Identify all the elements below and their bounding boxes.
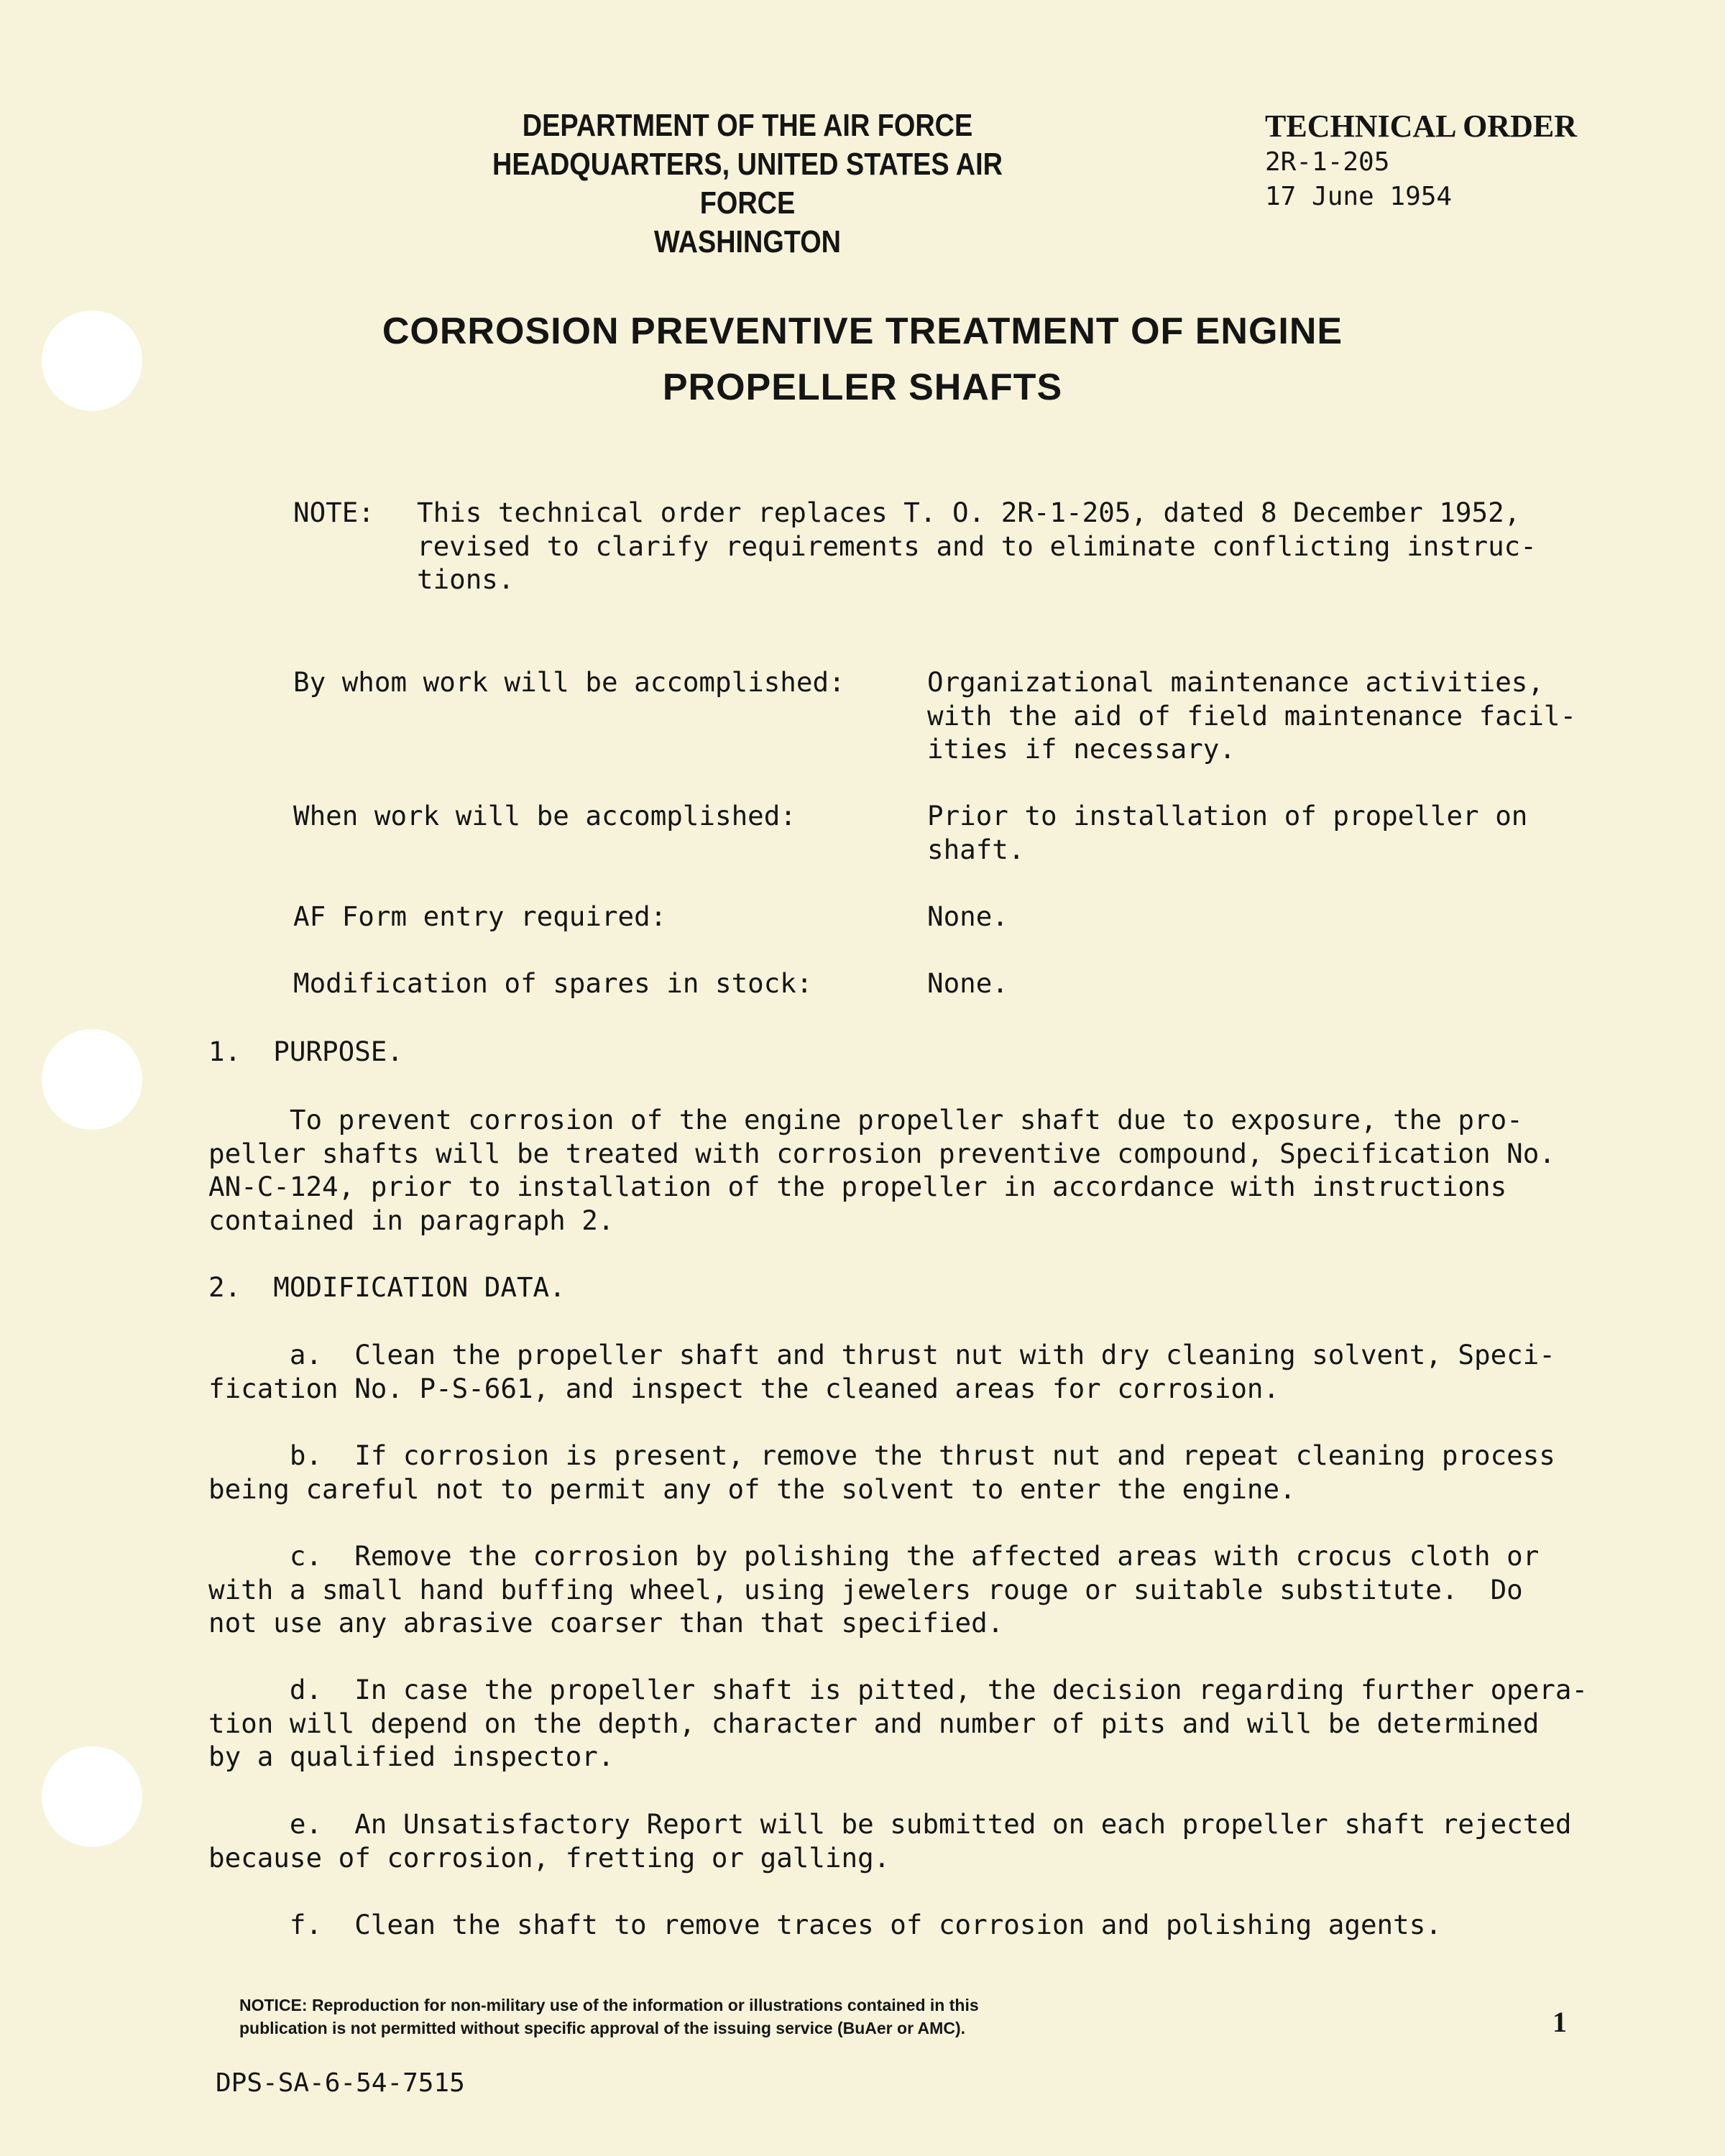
by-whom-line: Organizational maintenance activities,: [927, 666, 1544, 698]
item-a: [208, 1338, 1555, 1405]
notice-line: publication is not permitted without specific approval of the issuing service (BuAer or AMC).: [239, 2019, 965, 2037]
by-whom-value: [927, 665, 1576, 766]
paragraph-line: being careful not to permit any of the solvent to enter the engine.: [208, 1473, 1296, 1505]
purpose-heading: 1. PURPOSE.: [208, 1036, 403, 1067]
paragraph-line: b. If corrosion is present, remove the thrust nut and repeat cleaning process: [208, 1439, 1555, 1471]
when-line: Prior to installation of propeller on: [927, 800, 1528, 831]
title-line: PROPELLER SHAFTS: [662, 367, 1063, 408]
purpose-paragraph: [208, 1103, 1555, 1237]
spares-value: None.: [927, 967, 1008, 999]
item-c: [208, 1539, 1539, 1640]
paragraph-line: AN-C-124, prior to installation of the propeller in accordance with instructions: [208, 1171, 1507, 1202]
technical-order-block: [1265, 108, 1668, 214]
page-number: 1: [1552, 2006, 1567, 2038]
paragraph-line: peller shafts will be treated with corrosion preventive compound, Specification No.: [208, 1137, 1555, 1169]
af-form-value: None.: [927, 900, 1008, 932]
reproduction-notice: [239, 1994, 1317, 2040]
punch-hole: [42, 1746, 142, 1847]
technical-order-number: 2R-1-205: [1265, 147, 1390, 177]
item-e: [208, 1807, 1571, 1874]
paragraph-line: c. Remove the corrosion by polishing the affected areas with crocus cloth or: [208, 1540, 1540, 1572]
issuing-organization: [451, 106, 1044, 262]
paragraph-line: tion will depend on the depth, character and number of pits and will be determined: [208, 1707, 1540, 1739]
document-title: [216, 303, 1509, 415]
paragraph-line: not use any abrasive coarser than that specified.: [208, 1607, 1004, 1639]
paragraph-line: with a small hand buffing wheel, using jewelers rouge or suitable substitute. Do: [208, 1573, 1523, 1606]
paragraph-line: e. An Unsatisfactory Report will be submitted on each propeller shaft rejected: [208, 1808, 1572, 1840]
by-whom-line: with the aid of field maintenance facil-: [927, 699, 1577, 732]
paragraph-line: because of corrosion, fretting or galling.: [208, 1841, 891, 1874]
note-label: NOTE:: [293, 497, 374, 528]
by-whom-line: ities if necessary.: [927, 733, 1236, 765]
note-line: revised to clarify requirements and to eliminate conflicting instruc-: [417, 530, 1537, 562]
punch-hole: [42, 1029, 142, 1130]
org-line: HEADQUARTERS, UNITED STATES AIR FORCE: [492, 147, 1003, 221]
paragraph-line: To prevent corrosion of the engine propeller shaft due to exposure, the pro-: [208, 1104, 1523, 1135]
note-line: This technical order replaces T. O. 2R-1-205, dated 8 December 1952,: [417, 497, 1521, 528]
punch-hole: [42, 310, 142, 411]
note-line: tions.: [417, 563, 515, 595]
paragraph-line: fication No. P-S-661, and inspect the cleaned areas for corrosion.: [208, 1372, 1280, 1404]
document-code: DPS-SA-6-54-7515: [216, 2068, 465, 2098]
af-form-label: AF Form entry required:: [293, 900, 667, 932]
title-line: CORROSION PREVENTIVE TREATMENT OF ENGINE: [382, 310, 1343, 352]
org-line: DEPARTMENT OF THE AIR FORCE: [522, 108, 973, 143]
technical-order-date: 17 June 1954: [1265, 182, 1453, 211]
when-label: When work will be accomplished:: [293, 800, 796, 831]
paragraph-line: f. Clean the shaft to remove traces of corrosion and polishing agents.: [208, 1909, 1442, 1940]
spares-label: Modification of spares in stock:: [293, 967, 813, 999]
technical-order-label: TECHNICAL ORDER: [1265, 109, 1577, 144]
item-b: [208, 1439, 1555, 1506]
paragraph-line: a. Clean the propeller shaft and thrust nut with dry cleaning solvent, Speci-: [208, 1339, 1555, 1370]
paragraph-line: by a qualified inspector.: [208, 1741, 615, 1772]
when-line: shaft.: [927, 833, 1025, 865]
note-text: [417, 496, 1537, 596]
paragraph-line: contained in paragraph 2.: [208, 1204, 615, 1236]
org-line: WASHINGTON: [654, 224, 841, 259]
item-f: [208, 1908, 1442, 1942]
item-d: [208, 1673, 1588, 1774]
notice-line: NOTICE: Reproduction for non-military use of the information or illustrations contained in this: [239, 1996, 979, 2014]
modification-heading: 2. MODIFICATION DATA.: [208, 1271, 566, 1303]
when-value: [927, 799, 1527, 866]
paragraph-line: d. In case the propeller shaft is pitted, the decision regarding further opera-: [208, 1674, 1588, 1705]
by-whom-label: By whom work will be accomplished:: [293, 666, 845, 698]
